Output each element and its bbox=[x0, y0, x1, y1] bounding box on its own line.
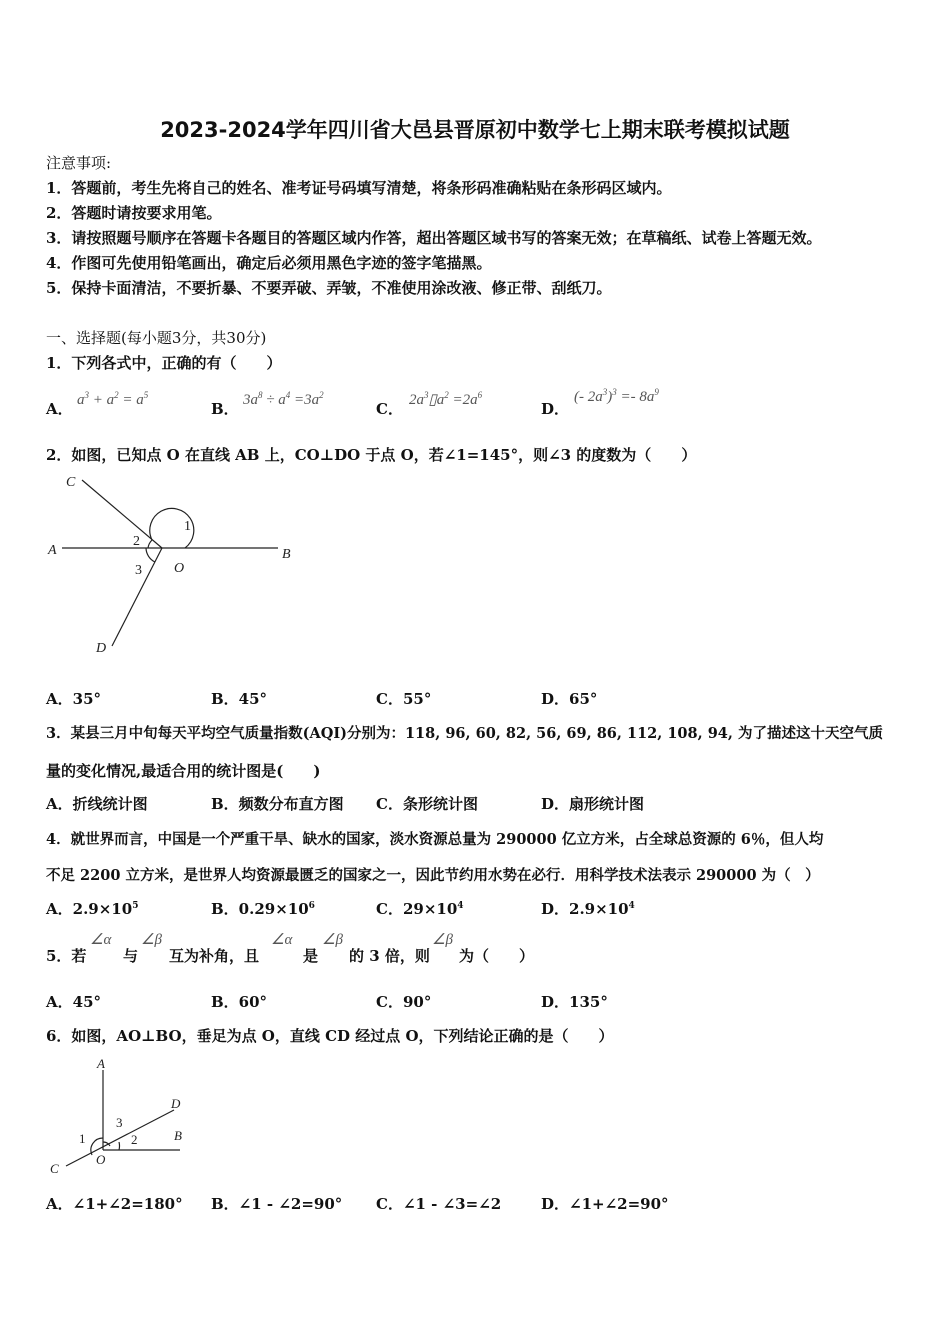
q3-option-b: B．频数分布直方图 bbox=[211, 795, 344, 813]
q1-option-d-label: D． bbox=[541, 400, 570, 418]
q1-option-b-expr: $3a^8 \div a^4 =3a^2$ bbox=[243, 390, 324, 408]
q5-beta-1: ∠β bbox=[141, 932, 162, 948]
q2-option-d: D．65° bbox=[541, 690, 598, 708]
q6-angle-3: 3 bbox=[116, 1115, 123, 1130]
q1-stem: 1．下列各式中，正确的有（ ） bbox=[46, 354, 282, 372]
q6-label-a: A bbox=[97, 1056, 105, 1071]
q2-angle-1: 1 bbox=[184, 519, 191, 534]
q6-label-d: D bbox=[171, 1096, 181, 1111]
q5-option-b: B．60° bbox=[211, 993, 268, 1011]
q6-label-b: B bbox=[174, 1128, 182, 1143]
q6-option-b: B．∠1 - ∠2=90° bbox=[211, 1195, 343, 1213]
q4-option-b: B．$0.29\times 10^6$ bbox=[211, 900, 315, 918]
q4-option-a: A．$2.9\times 10^5$ bbox=[46, 900, 139, 918]
q1-option-a-expr: $a^3 + a^2 = a^5$ bbox=[77, 390, 149, 408]
q5-option-c: C．90° bbox=[376, 993, 432, 1011]
q5-option-d: D．135° bbox=[541, 993, 608, 1011]
q6-option-c: C．∠1 - ∠3=∠2 bbox=[376, 1195, 502, 1213]
q5-stem-5: 的 3 倍，则 bbox=[349, 947, 430, 965]
q5-alpha-2: ∠α bbox=[271, 932, 293, 948]
note-item-3: 3．请按照题号顺序在答题卡各题目的答题区域内作答，超出答题区域书写的答案无效；在草稿纸、试卷上答题无效。 bbox=[46, 229, 822, 247]
q5-stem-4: 是 bbox=[303, 947, 319, 965]
notes-heading: 注意事项: bbox=[46, 154, 112, 172]
q4-option-d: D．$2.9\times 10^4$ bbox=[541, 900, 635, 918]
q5-alpha-1: ∠α bbox=[90, 932, 112, 948]
q1-option-c-expr: $2a^3▯a^2 =2a^6$ bbox=[409, 390, 483, 408]
q2-label-a: A bbox=[48, 543, 57, 558]
note-item-4: 4．作图可先使用铅笔画出，确定后必须用黑色字迹的签字笔描黑。 bbox=[46, 254, 492, 272]
q5-stem-1: 5．若 bbox=[46, 947, 87, 965]
q5-beta-2: ∠β bbox=[322, 932, 343, 948]
section-heading: 一、选择题(每小题3分，共30分) bbox=[46, 329, 267, 347]
q2-label-b: B bbox=[282, 547, 291, 562]
q6-label-c: C bbox=[50, 1161, 59, 1176]
q1-option-c-label: C． bbox=[376, 400, 403, 418]
q1-option-a-label: A． bbox=[46, 400, 73, 418]
q2-figure bbox=[40, 468, 310, 658]
q5-beta-3: ∠β bbox=[432, 932, 453, 948]
q2-angle-2: 2 bbox=[133, 534, 140, 549]
q5-stem-2: 与 bbox=[123, 947, 139, 965]
q3-line-1: 3．某县三月中旬每天平均空气质量指数(AQI)分别为：118, 96, 60, 82, 56, 69, 86, 112, 108, 94, 为了描述这十天空气质 bbox=[46, 725, 883, 742]
q3-option-d: D．扇形统计图 bbox=[541, 795, 645, 813]
q2-option-b: B．45° bbox=[211, 690, 268, 708]
q5-option-a: A．45° bbox=[46, 993, 102, 1011]
q5-stem-6: 为（ ） bbox=[459, 947, 535, 965]
q3-line-2: 量的变化情况,最适合用的统计图是( ) bbox=[46, 762, 321, 780]
q4-option-c: C．$29\times 10^4$ bbox=[376, 900, 464, 918]
q5-stem-3: 互为补角，且 bbox=[169, 947, 260, 965]
page-title: 2023-2024学年四川省大邑县晋原初中数学七上期末联考模拟试题 bbox=[160, 118, 790, 142]
q6-label-o: O bbox=[96, 1152, 106, 1167]
q2-stem: 2．如图，已知点 O 在直线 AB 上，CO⊥DO 于点 O，若∠1=145°，则∠3 的度数为（ ） bbox=[46, 446, 697, 464]
q3-option-c: C．条形统计图 bbox=[376, 795, 478, 813]
q1-option-d-expr: (- $2a^3)^3 =- 8a^9$ bbox=[574, 387, 659, 405]
q4-line-2: 不足 2200 立方米，是世界人均资源最匮乏的国家之一，因此节约用水势在必行．用科学技术法表示 290000 为（ ） bbox=[46, 867, 820, 884]
q4-line-1: 4．就世界而言，中国是一个严重干旱、缺水的国家，淡水资源总量为 290000 亿立方米，占全球总资源的 6％，但人均 bbox=[46, 831, 824, 848]
q2-option-c: C．55° bbox=[376, 690, 432, 708]
q6-stem: 6．如图，AO⊥BO，垂足为点 O，直线 CD 经过点 O，下列结论正确的是（ ） bbox=[46, 1027, 614, 1045]
q6-angle-2: 2 bbox=[131, 1132, 138, 1147]
note-item-1: 1．答题前，考生先将自己的姓名、准考证号码填写清楚，将条形码准确粘贴在条形码区域内。 bbox=[46, 179, 672, 197]
note-item-2: 2．答题时请按要求用笔。 bbox=[46, 204, 222, 222]
q6-figure bbox=[40, 1052, 200, 1180]
q2-label-o: O bbox=[174, 561, 185, 576]
note-item-5: 5．保持卡面清洁，不要折暴、不要弄破、弄皱，不准使用涂改液、修正带、刮纸刀。 bbox=[46, 279, 612, 297]
q3-option-a: A．折线统计图 bbox=[46, 795, 148, 813]
q2-option-a: A．35° bbox=[46, 690, 102, 708]
q6-option-a: A．∠1+∠2=180° bbox=[46, 1195, 183, 1213]
q6-option-d: D．∠1+∠2=90° bbox=[541, 1195, 669, 1213]
q1-option-b-label: B． bbox=[211, 400, 239, 418]
q2-angle-3: 3 bbox=[135, 563, 142, 578]
q2-label-c: C bbox=[66, 475, 76, 490]
q6-angle-1: 1 bbox=[79, 1131, 86, 1146]
q2-label-d: D bbox=[96, 641, 107, 656]
